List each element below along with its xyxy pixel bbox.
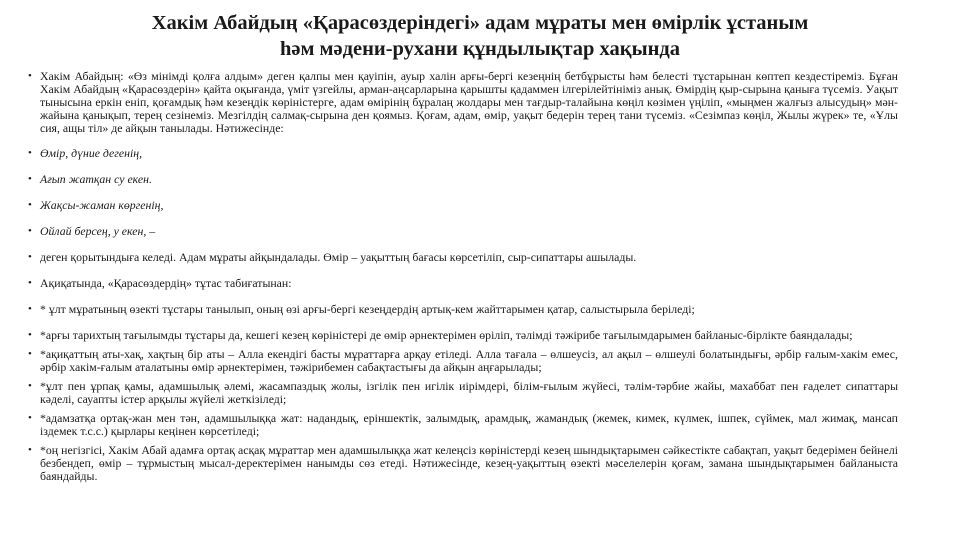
item-text: *адамзатқа ортақ-жан мен тән, адамшылыққа жат: надандық, еріншектік, залымдық, арамдық, жамандық (жемек, кимек, күлмек, ішпек, сүймек, мал жимақ, мансап іздемек т.с.с.) қырлары кеңінен көрсетіледі; (40, 411, 898, 438)
title-line-2: һәм мәдени-рухани құндылықтар хақында (279, 38, 681, 60)
list-item (28, 251, 898, 264)
bullet-icon: • (28, 303, 32, 315)
item-text: Ақиқатында, «Қарасөздердің» тұтас табиғатынан: (40, 276, 292, 290)
list-item (28, 147, 898, 160)
list-item (28, 444, 898, 483)
slide-title (60, 10, 900, 62)
item-text: Ойлай берсең, у екен, – (40, 224, 156, 238)
item-text: * ұлт мұратының өзекті тұстары танылып, оның өзі арғы-бергі кезеңдердің артық-кем жайттарымен қатар, салыстырыла беріледі; (40, 302, 695, 316)
bullet-icon: • (28, 70, 32, 82)
item-text: *ақиқаттың аты-хақ, хақтың бір аты – Алла екендігі басты мұраттарға арқау етіледі. Алла тағала – өлшеусіз, ал ақыл – өлшеулі болатындығы, әрбір ғалым-хакім емес, әрбір хакім-ғалым аталатыны өмір әрнектерімен, тәжірибемен сабақтастығы да айқын аңғарылады; (40, 347, 898, 374)
slide-body (28, 70, 898, 489)
item-text: Хакім Абайдың: «Өз мінімді қолға алдым» деген қалпы мен қауіпін, ауыр халін арғы-бергі кезеңнің бетбұрысты һәм белесті тұстарынан көптеп кездестіреміз. Бұған Хакім Абайдың «Қарасөздерін» қайта оқығанда, үміт үзгейлы, арман-аңсарларына қарышты қадаммен ілгерілейтініміз анық. Өмірдің қыр-сырына қанығa түсеміз. Уақыт тынысына еркін еніп, қоғамдық һәм кезеңдік көріністерге, адам өмірінің бұралаң жолдары мен тағдыр-талайына көңіл көзімен үңіліп, «мыңмен жалғыз алысудың» мән-жайына қанықып, терең сезінеміз. Мезгілдің салмақ-сырына ден қоямыз. Қоғам, адам, өмір, уақыт бедерін терең тани түсеміз. «Сезімпаз көңіл, Жылы жүрек» те, «Ұлы сия, ащы тіл» де айқын танылады. Нәтижесінде: (40, 69, 898, 135)
list-item (28, 70, 898, 135)
bullet-icon: • (28, 412, 32, 424)
bullet-icon: • (28, 277, 32, 289)
bullet-icon: • (28, 348, 32, 360)
list-item (28, 348, 898, 374)
item-text: *оң негізгісі, Хакім Абай адамға ортақ асқақ мұраттар мен адамшылыққа жат келеңсіз көріністерді кезең шындықтарымен сәйкестікте сабақтап, уақыт бедерімен бейнелі безбендеп, өмір – тұрмыстың мысал-деректерімен нанымды сөз етеді. Нәтижесінде, кезең-уақыттың өзекті мәселелерін қоғам, замана шындықтарымен байланыста баяндайды. (40, 443, 898, 483)
bullet-icon: • (28, 173, 32, 185)
bullet-icon: • (28, 444, 32, 456)
bullet-icon: • (28, 225, 32, 237)
bullet-icon: • (28, 329, 32, 341)
list-item (28, 303, 898, 316)
item-text: Өмір, дүние дегенің, (40, 146, 143, 160)
title-line-1: Хакім Абайдың «Қарасөздеріндегі» адам мұраты мен өмірлік ұстаным (151, 12, 809, 34)
item-text: Жақсы-жаман көргенің, (40, 198, 164, 212)
bullet-icon: • (28, 251, 32, 263)
item-text: *арғы тарихтың тағылымды тұстары да, кешегі кезең көріністері де өмір әрнектерімен өріліп, тәлімді тәжірибе тағылымдарымен байланыс-бірлікте баяндалады; (40, 328, 853, 342)
list-item (28, 412, 898, 438)
item-text: Ағып жатқан су екен. (40, 172, 152, 186)
item-text: *ұлт пен ұрпақ қамы, адамшылық әлемі, жасампаздық жолы, ізгілік пен игілік иірімдері, білім-ғылым жүйесі, тәлім-тәрбие жайы, махаббат пен ғаделет сипаттары кәделі, сауапты істер арқылы жүйелі жеткізіледі; (40, 379, 898, 406)
list-item (28, 225, 898, 238)
bullet-icon: • (28, 147, 32, 159)
list-item (28, 277, 898, 290)
list-item (28, 173, 898, 186)
list-item (28, 329, 898, 342)
list-item (28, 380, 898, 406)
list-item (28, 199, 898, 212)
item-text: деген қорытындыға келеді. Адам мұраты айқындалады. Өмір – уақыттың бағасы көрсетіліп, сыр-сипаттары ашылады. (40, 250, 637, 264)
bullet-icon: • (28, 199, 32, 211)
bullet-icon: • (28, 380, 32, 392)
